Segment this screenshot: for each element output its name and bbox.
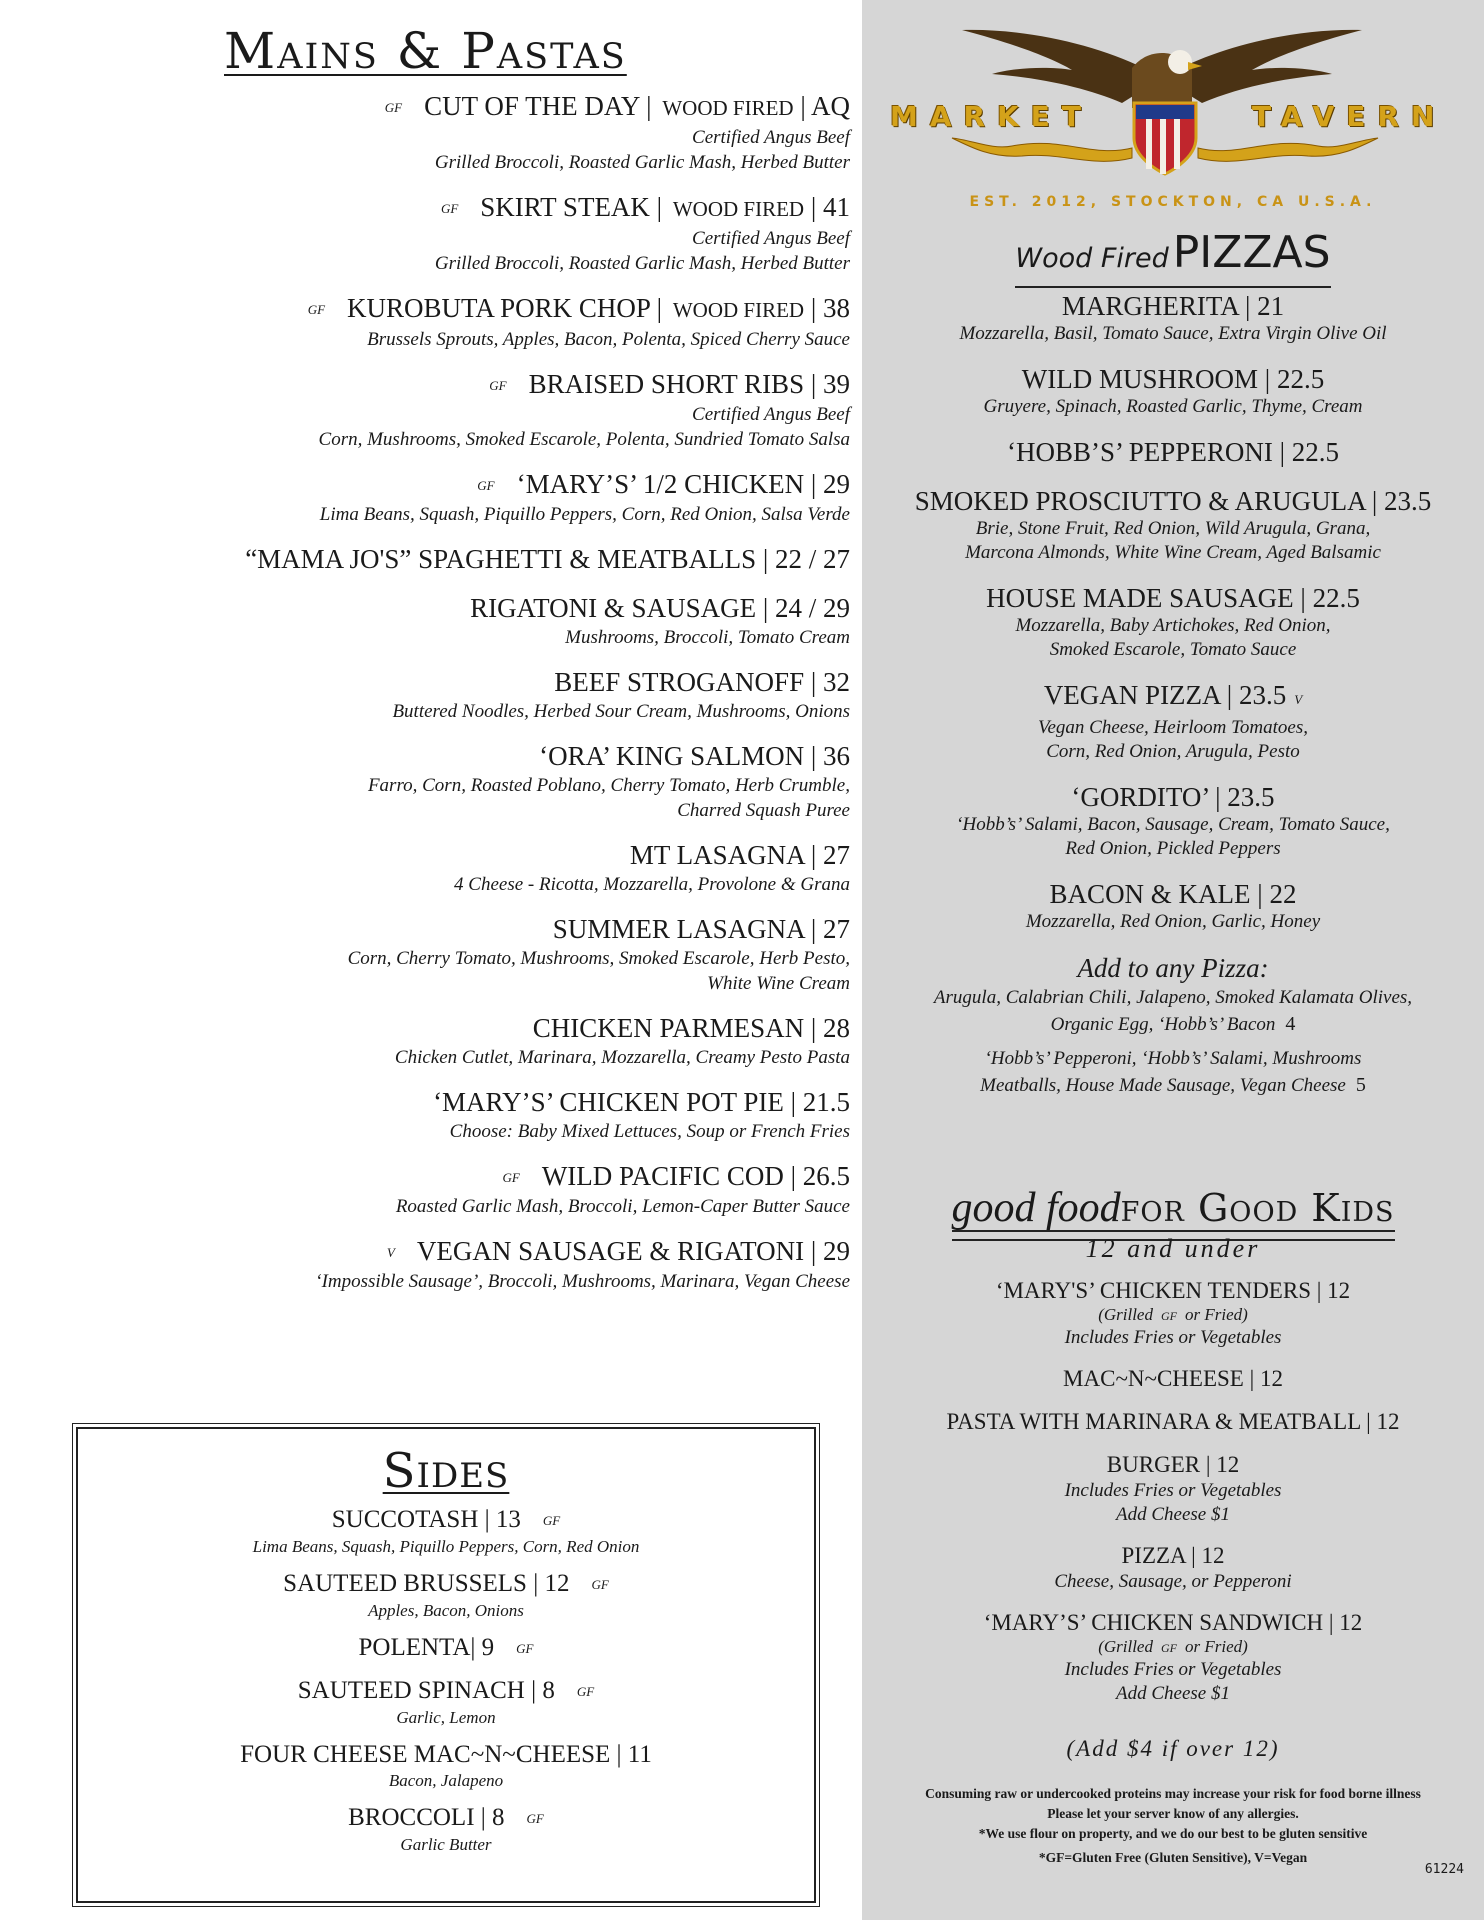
kids-item-name: MAC~N~CHEESE | 12 (1063, 1366, 1283, 1391)
kids-list (862, 1276, 1484, 1720)
pizza-description: Mozzarella, Baby Artichokes, Red Onion, (1015, 615, 1331, 636)
side-item (78, 1633, 814, 1664)
dish-description: Chicken Cutlet, Marinara, Mozzarella, Creamy Pesto Pasta (394, 1047, 850, 1068)
dish-name: MT LASAGNA | 27 (629, 840, 850, 870)
mains-list (150, 90, 850, 1310)
pizza-description: Marcona Almonds, White Wine Cream, Aged Balsamic (965, 542, 1381, 563)
dish-description: Lima Beans, Squash, Piquillo Peppers, Corn, Red Onion, Salsa Verde (319, 504, 850, 525)
kids-note: (Add $4 if over 12) (1066, 1736, 1280, 1761)
main-dish (150, 666, 850, 724)
dish-title-line (150, 468, 850, 502)
dish-description: Buttered Noodles, Herbed Sour Cream, Mushrooms, Onions (392, 701, 850, 722)
pizza-description: Gruyere, Spinach, Roasted Garlic, Thyme, Cream (983, 396, 1363, 417)
side-description: Lima Beans, Squash, Piquillo Peppers, Corn, Red Onion (252, 1537, 640, 1556)
pizza-description: Mozzarella, Red Onion, Garlic, Honey (1025, 911, 1321, 932)
kids-item (862, 1407, 1484, 1436)
dish-price: | 38 (804, 293, 850, 323)
pizza-item (862, 363, 1484, 419)
addon-group-2-price: 5 (1355, 1074, 1366, 1096)
pizza-item (862, 679, 1484, 764)
kids-item (862, 1541, 1484, 1594)
pizza-name: ‘GORDITO’ | 23.5 (1071, 782, 1275, 812)
dish-title-line (150, 1012, 850, 1045)
pizza-item (862, 290, 1484, 346)
dietary-tag: GF (1160, 1641, 1177, 1655)
pizza-name: ‘HOBB’S’ PEPPERONI | 22.5 (1007, 437, 1339, 467)
footer-line: Please let your server know of any allergies. (1047, 1806, 1299, 1821)
side-name: SUCCOTASH | 13 (331, 1506, 521, 1533)
dietary-tag: GF (440, 201, 459, 216)
pizza-description: Brie, Stone Fruit, Red Onion, Wild Arugula, Grana, (975, 518, 1371, 539)
dish-name: “MAMA JO'S” SPAGHETTI & MEATBALLS | 22 / 27 (245, 544, 850, 574)
dish-description: ‘Impossible Sausage’, Broccoli, Mushrooms, Marinara, Vegan Cheese (315, 1271, 850, 1292)
addon-group-2-line: ‘Hobb’s’ Pepperoni, ‘Hobb’s’ Salami, Mushrooms (984, 1048, 1362, 1069)
dish-description: Corn, Cherry Tomato, Mushrooms, Smoked Escarole, Herb Pesto, (347, 948, 850, 969)
dish-description: Certified Angus Beef (692, 404, 850, 425)
kids-item-option (862, 1305, 1484, 1326)
side-title-line (78, 1676, 814, 1707)
dish-description: Mushrooms, Broccoli, Tomato Cream (565, 627, 850, 648)
sides-list (78, 1505, 814, 1855)
kids-item (862, 1608, 1484, 1706)
kids-item-description: Includes Fries or Vegetables (1064, 1480, 1282, 1501)
pizza-title-line (862, 290, 1484, 322)
dietary-tag: GF (542, 1513, 561, 1528)
pizzas-list (862, 290, 1484, 1099)
dish-name: SUMMER LASAGNA | 27 (552, 914, 850, 944)
side-title-line (78, 1633, 814, 1664)
dish-description: Corn, Mushrooms, Smoked Escarole, Polenta, Sundried Tomato Salsa (318, 429, 850, 450)
kids-item (862, 1450, 1484, 1527)
option-text: or Fried) (1184, 1637, 1248, 1656)
side-description: Apples, Bacon, Onions (368, 1601, 524, 1620)
dietary-tag: V (386, 1245, 395, 1260)
main-dish (150, 368, 850, 452)
dish-description: Certified Angus Beef (692, 228, 850, 249)
dish-description: White Wine Cream (707, 973, 850, 994)
dish-name: ‘MARY’S’ CHICKEN POT PIE | 21.5 (433, 1087, 850, 1117)
mains-title: Mains & Pastas (224, 22, 627, 80)
pizza-name: MARGHERITA | 21 (1061, 291, 1285, 321)
dish-name: BEEF STROGANOFF | 32 (554, 667, 850, 697)
dish-title-line (150, 368, 850, 402)
dietary-tag: GF (591, 1577, 609, 1592)
dish-description: 4 Cheese - Ricotta, Mozzarella, Provolone & Grana (454, 874, 850, 895)
sides-title: Sides (382, 1443, 510, 1499)
kids-item-name: ‘MARY'S’ CHICKEN TENDERS | 12 (995, 1278, 1351, 1303)
pizza-title-line (862, 363, 1484, 395)
dish-name: CHICKEN PARMESAN | 28 (532, 1013, 850, 1043)
main-dish (150, 839, 850, 897)
side-name: SAUTEED SPINACH | 8 (297, 1677, 555, 1704)
main-dish (150, 90, 850, 175)
dietary-tag: GF (307, 302, 326, 317)
pizza-title-line (862, 781, 1484, 813)
dietary-tag: GF (526, 1811, 544, 1826)
pizza-description: Mozzarella, Basil, Tomato Sauce, Extra Virgin Olive Oil (959, 323, 1387, 344)
menu-code: 61224 (1424, 1862, 1464, 1877)
dietary-tag: GF (516, 1641, 534, 1656)
dietary-tag: GF (384, 100, 403, 115)
dietary-tag: GF (502, 1170, 520, 1185)
main-dish (150, 1012, 850, 1070)
footer-line: *GF=Gluten Free (Gluten Sensitive), V=Vegan (1038, 1850, 1308, 1865)
kids-item-name: ‘MARY’S’ CHICKEN SANDWICH | 12 (983, 1610, 1363, 1635)
dish-title-line (150, 592, 850, 625)
dish-title-line (150, 90, 850, 125)
kids-item-description: Add Cheese $1 (1116, 1683, 1230, 1704)
pizzas-title-main: PIZZAS (1172, 227, 1331, 278)
right-column (862, 0, 1484, 1920)
addon-group-2 (862, 1046, 1484, 1099)
option-text: or Fried) (1184, 1305, 1248, 1324)
kids-item (862, 1364, 1484, 1393)
main-dish (150, 191, 850, 276)
pizza-title-line (862, 582, 1484, 614)
main-dish (150, 292, 850, 352)
dish-name: BRAISED SHORT RIBS | 39 (528, 369, 850, 399)
dietary-tag: GF (477, 478, 495, 493)
dish-description: Roasted Garlic Mash, Broccoli, Lemon-Caper Butter Sauce (395, 1196, 850, 1217)
dietary-tag: GF (489, 378, 507, 393)
pizza-description: Vegan Cheese, Heirloom Tomatoes, (1037, 717, 1309, 738)
dish-name: KUROBUTA PORK CHOP | (347, 293, 669, 323)
dish-title-line (150, 1086, 850, 1119)
pizza-item (862, 582, 1484, 662)
pizza-description: Corn, Red Onion, Arugula, Pesto (1046, 741, 1300, 762)
addon-title: Add to any Pizza: (1077, 953, 1269, 983)
dietary-tag: GF (1160, 1309, 1177, 1323)
dish-description: Grilled Broccoli, Roasted Garlic Mash, Herbed Butter (434, 253, 850, 274)
kids-title-good-food: good food (951, 1185, 1121, 1231)
pizza-item (862, 485, 1484, 565)
dish-name: VEGAN SAUSAGE & RIGATONI | 29 (416, 1236, 850, 1266)
side-name: SAUTEED BRUSSELS | 12 (283, 1570, 570, 1597)
dish-description: Charred Squash Puree (677, 800, 850, 821)
kids-item-name: PASTA WITH MARINARA & MEATBALL | 12 (946, 1409, 1400, 1434)
allergy-footer (862, 1784, 1484, 1868)
side-name: POLENTA| 9 (358, 1634, 495, 1661)
dish-name: SKIRT STEAK | (480, 192, 669, 222)
kids-item-description: Add Cheese $1 (1116, 1504, 1230, 1525)
side-item (78, 1803, 814, 1855)
dish-description: Choose: Baby Mixed Lettuces, Soup or French Fries (449, 1121, 850, 1142)
kids-item-option (862, 1637, 1484, 1658)
side-name: BROCCOLI | 8 (348, 1804, 505, 1831)
dish-title-line (150, 839, 850, 872)
established-line: EST. 2012, STOCKTON, CA U.S.A. (969, 194, 1377, 210)
brand-word-tavern: TAVERN (1252, 100, 1447, 133)
dish-description: Farro, Corn, Roasted Poblano, Cherry Tomato, Herb Crumble, (367, 775, 850, 796)
brand-word-market: MARKET (890, 100, 1094, 133)
dish-title-line (150, 740, 850, 773)
dish-description: Certified Angus Beef (692, 127, 850, 148)
pizza-name: VEGAN PIZZA | 23.5 (1043, 680, 1287, 710)
side-title-line (78, 1569, 814, 1600)
pizza-item (862, 436, 1484, 468)
main-dish (150, 913, 850, 996)
market-tavern-logo (862, 8, 1484, 218)
dish-name: RIGATONI & SAUSAGE | 24 / 29 (470, 593, 850, 623)
dish-title-line (150, 191, 850, 226)
dish-name: ‘MARY’S’ 1/2 CHICKEN | 29 (516, 469, 850, 499)
dish-title-line (150, 543, 850, 576)
dish-title-line (150, 666, 850, 699)
dish-price: | 41 (804, 192, 850, 222)
main-dish (150, 1235, 850, 1294)
pizza-title-line (862, 878, 1484, 910)
pizza-title-line (862, 679, 1484, 716)
kids-item-description: Cheese, Sausage, or Pepperoni (1054, 1571, 1292, 1592)
side-description: Bacon, Jalapeno (388, 1771, 504, 1790)
pizza-name: WILD MUSHROOM | 22.5 (1021, 364, 1325, 394)
pizza-description: Red Onion, Pickled Peppers (1065, 838, 1281, 859)
side-item (78, 1676, 814, 1728)
dish-prep: WOOD FIRED (662, 96, 794, 120)
side-item (78, 1740, 814, 1791)
side-title-line (78, 1803, 814, 1834)
dish-prep: WOOD FIRED (672, 197, 805, 221)
kids-title-good-kids: for Good Kids (1120, 1186, 1395, 1230)
addon-group-1-line: Arugula, Calabrian Chili, Jalapeno, Smoked Kalamata Olives, (933, 987, 1413, 1008)
pizza-item (862, 878, 1484, 934)
side-name: FOUR CHEESE MAC~N~CHEESE | 11 (240, 1741, 652, 1768)
kids-subtitle: 12 and under (1085, 1234, 1261, 1263)
pizza-title-line (862, 436, 1484, 468)
dish-title-line (150, 1160, 850, 1194)
kids-item-name: PIZZA | 12 (1121, 1543, 1225, 1568)
main-dish (150, 543, 850, 576)
pizza-item (862, 781, 1484, 861)
addon-group-1 (862, 985, 1484, 1038)
main-dish (150, 592, 850, 650)
addon-group-2-line: Meatballs, House Made Sausage, Vegan Cheese (980, 1075, 1346, 1096)
dietary-tag: V (1294, 692, 1303, 707)
pizzas-title (862, 227, 1484, 288)
pizza-name: SMOKED PROSCIUTTO & ARUGULA | 23.5 (914, 486, 1432, 516)
dish-name: CUT OF THE DAY | (424, 91, 659, 121)
main-dish (150, 740, 850, 823)
footer-line: *We use flour on property, and we do our best to be gluten sensitive (978, 1826, 1368, 1841)
side-description: Garlic Butter (400, 1835, 492, 1854)
kids-title (862, 1186, 1484, 1241)
dish-title-line (150, 913, 850, 946)
dish-name: ‘ORA’ KING SALMON | 36 (539, 741, 850, 771)
main-dish (150, 468, 850, 527)
option-text: (Grilled (1098, 1637, 1153, 1656)
addon-group-1-price: 4 (1285, 1013, 1296, 1035)
side-item (78, 1569, 814, 1621)
main-dish (150, 1160, 850, 1219)
side-description: Garlic, Lemon (396, 1708, 496, 1727)
sides-box (76, 1427, 816, 1903)
dietary-tag: GF (576, 1684, 595, 1699)
main-dish (150, 1086, 850, 1144)
dish-prep: WOOD FIRED (672, 298, 805, 322)
option-text: (Grilled (1098, 1305, 1153, 1324)
pizza-description: Smoked Escarole, Tomato Sauce (1049, 639, 1297, 660)
kids-item-description: Includes Fries or Vegetables (1064, 1659, 1282, 1680)
dish-price: | AQ (793, 91, 850, 121)
side-title-line (78, 1740, 814, 1770)
kids-item (862, 1276, 1484, 1350)
pizza-title-line (862, 485, 1484, 517)
pizza-name: BACON & KALE | 22 (1049, 879, 1297, 909)
addon-group-1-line: Organic Egg, ‘Hobb’s’ Bacon (1050, 1014, 1276, 1035)
pizzas-title-prefix: Wood Fired (1015, 243, 1169, 274)
pizza-description: ‘Hobb’s’ Salami, Bacon, Sausage, Cream, Tomato Sauce, (956, 814, 1390, 835)
dish-name: WILD PACIFIC COD | 26.5 (541, 1161, 850, 1191)
footer-line: Consuming raw or undercooked proteins may increase your risk for food borne illness (925, 1786, 1421, 1801)
dish-description: Brussels Sprouts, Apples, Bacon, Polenta, Spiced Cherry Sauce (367, 329, 850, 350)
dish-title-line (150, 292, 850, 327)
dish-description: Grilled Broccoli, Roasted Garlic Mash, Herbed Butter (434, 152, 850, 173)
dish-title-line (150, 1235, 850, 1269)
side-title-line (78, 1505, 814, 1536)
kids-item-name: BURGER | 12 (1106, 1452, 1240, 1477)
kids-item-description: Includes Fries or Vegetables (1064, 1327, 1282, 1348)
pizza-name: HOUSE MADE SAUSAGE | 22.5 (986, 583, 1360, 613)
side-item (78, 1505, 814, 1557)
